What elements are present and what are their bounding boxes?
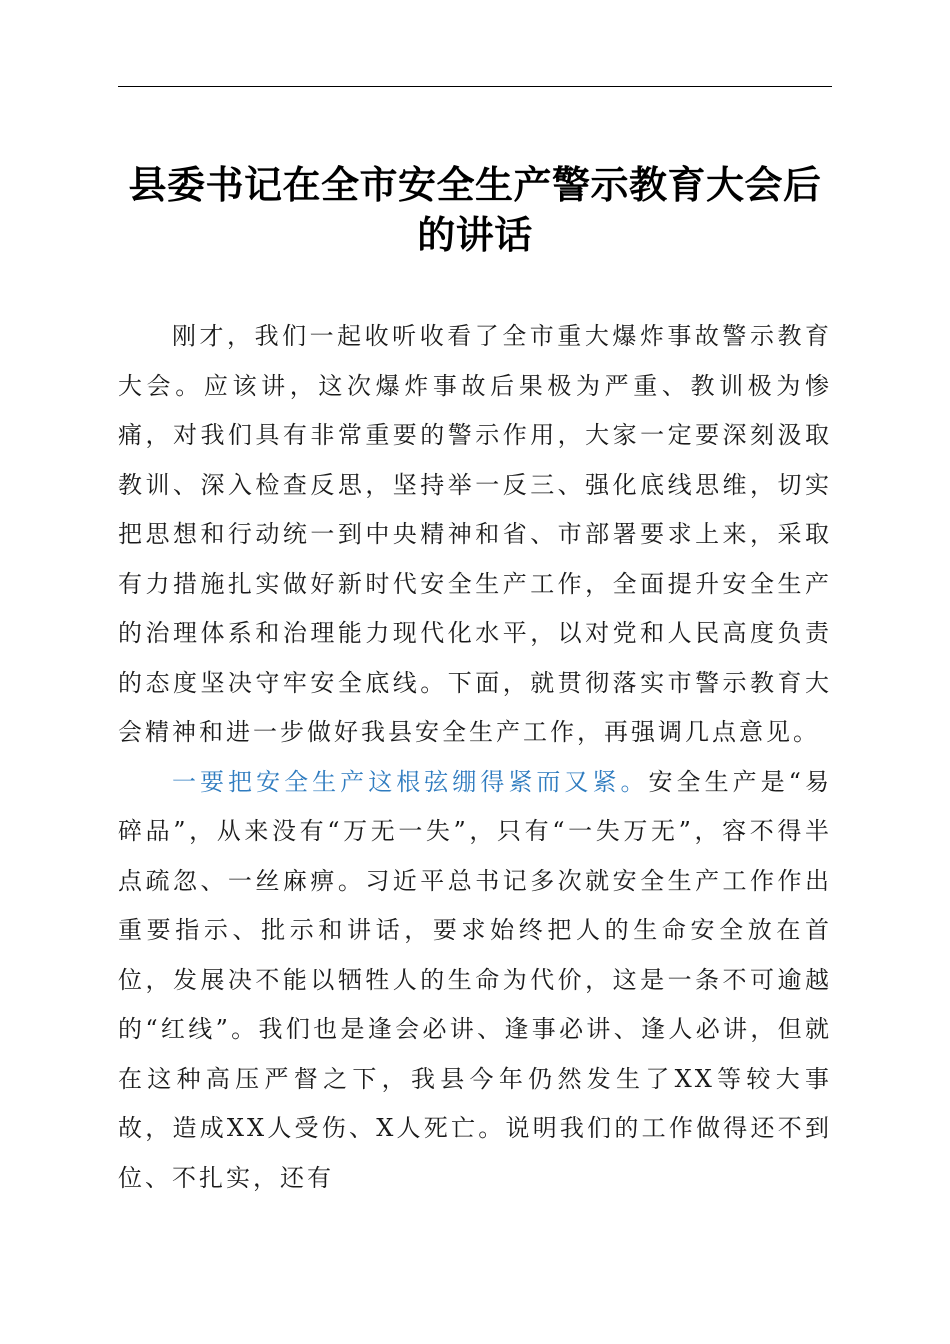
section-one-paragraph xyxy=(118,758,832,1204)
section-one-heading: 一要把安全生产这根弦绷得紧而又紧。 xyxy=(172,767,649,796)
document-title: 县委书记在全市安全生产警示教育大会后的讲话 xyxy=(128,162,822,257)
header-rule xyxy=(118,86,832,87)
document-body xyxy=(118,312,832,1203)
intro-paragraph: 刚才，我们一起收听收看了全市重大爆炸事故警示教育大会。应该讲，这次爆炸事故后果极为严重、教训极为惨痛，对我们具有非常重要的警示作用，大家一定要深刻汲取教训、深入检查反思，坚持举一反三、强化底线思维，切实把思想和行动统一到中央精神和省、市部署要求上来，采取有力措施扎实做好新时代安全生产工作，全面提升安全生产的治理体系和治理能力现代化水平，以对党和人民高度负责的态度坚决守牢安全底线。下面，就贯彻落实市警示教育大会精神和进一步做好我县安全生产工作，再强调几点意见。 xyxy=(118,322,832,746)
section-one-text: 安全生产是“易碎品”，从来没有“万无一失”，只有“一失万无”，容不得半点疏忽、一丝麻痹。习近平总书记多次就安全生产工作作出重要指示、批示和讲话，要求始终把人的生命安全放在首位，发展决不能以牺牲人的生命为代价，这是一条不可逾越的“红线”。我们也是逢会必讲、逢事必讲、逢人必讲，但就在这种高压严督之下，我县今年仍然发生了XX等较大事故，造成XX人受伤、X人死亡。说明我们的工作做得还不到位、不扎实，还有 xyxy=(118,767,832,1192)
